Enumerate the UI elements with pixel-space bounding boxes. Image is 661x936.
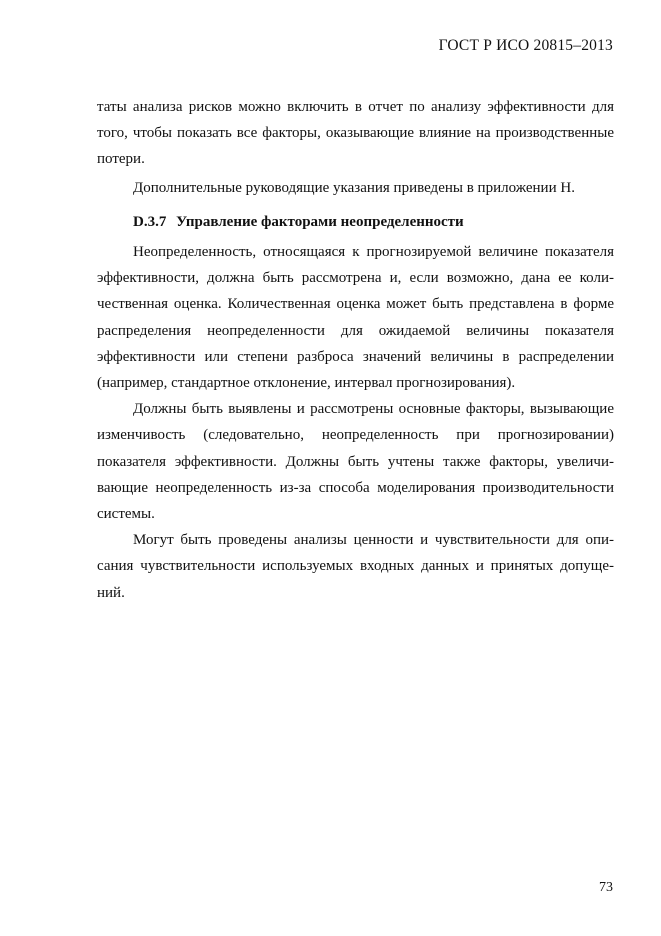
section-heading [97, 209, 614, 235]
paragraph-main-factors: Должны быть выявлены и рассмотрены основные факторы, вызывающие изменчивость (следовательно, неопределенность при прогнозировании) показателя эффективности. Должны быть учтены также факторы, увеличивающие неопределенность из-за способа моделирования производительности системы. [97, 401, 614, 523]
section-title: Управление факторами неопределенности [176, 213, 464, 230]
paragraph-additional-guidance: Дополнительные руководящие указания приведены в приложении Н. [133, 179, 575, 196]
paragraph-sensitivity: Могут быть проведены анализы ценности и чувствительности для описания чувствительности используемых входных данных и принятых допущений. [97, 532, 614, 601]
page-number: 73 [599, 880, 613, 895]
document-body [97, 94, 614, 606]
document-code-header: ГОСТ Р ИСО 20815–2013 [438, 37, 613, 54]
section-number: D.3.7 [133, 213, 167, 230]
paragraph-uncertainty: Неопределенность, относящаяся к прогнозируемой величине показателя эффективности, должна быть рассмотрена и, если возможно, дана ее количественная оценка. Количественная оценка может быть представлена в форме распределения неопределенности для ожидаемой величины показателя эффективности или степени разброса значений величины в распределении (например, стандартное отклонение, интервал прогнозирования). [97, 244, 614, 392]
paragraph-continued: таты анализа рисков можно включить в отчет по анализу эффективности для того, чтобы показать все факторы, оказывающие влияние на производственные потери. [97, 99, 614, 168]
